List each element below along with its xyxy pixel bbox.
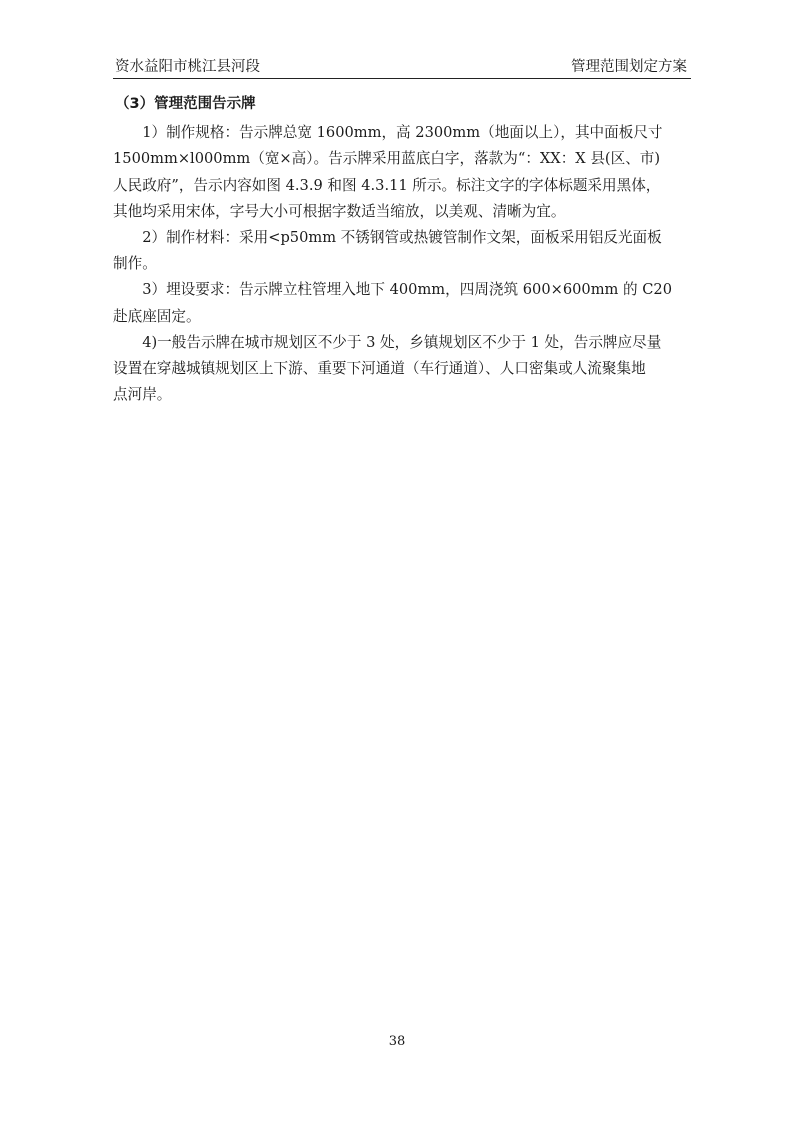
paragraph-line: 4)一般告示牌在城市规划区不少于 3 处，乡镇规划区不少于 1 处，告示牌应尽量 (142, 333, 662, 351)
paragraph-line: 人民政府”，告示内容如图 4.3.9 和图 4.3.11 所示。标注文字的字体标题采用黑体， (113, 176, 661, 194)
paragraph-line: 3）埋设要求：告示牌立柱管埋入地下 400mm，四周浇筑 600×600mm 的 C20 (142, 281, 672, 299)
paragraph-line: 点河岸。 (113, 386, 172, 404)
page-header (113, 52, 691, 79)
header-section-title: 管理范围划定方案 (571, 59, 687, 75)
paragraph-material (113, 225, 693, 277)
paragraph-line: 设置在穿越城镇规划区上下游、重要下河通道（车行通道）、人口密集或人流聚集地 (113, 360, 646, 378)
paragraph-installation (113, 277, 693, 329)
paragraph-line: 1500mm×l000mm（宽×高）。告示牌采用蓝底白字，落款为“：XX：X 县(区、市) (113, 150, 661, 168)
paragraph-placement (113, 330, 693, 409)
page-number: 38 (388, 1034, 406, 1049)
paragraph-line: 2）制作材料：采用<p50mm 不锈钢管或热镀管制作文架，面板采用铝反光面板 (142, 229, 662, 247)
header-document-title: 资水益阳市桃江县河段 (115, 59, 260, 75)
paragraph-specification (113, 120, 693, 225)
paragraph-line: 制作。 (113, 255, 157, 273)
paragraph-line: 赴底座固定。 (113, 307, 201, 325)
paragraph-line: 其他均采用宋体，字号大小可根据字数适当缩放，以美观、清晰为宜。 (113, 202, 566, 220)
page-content (113, 86, 693, 408)
paragraph-line: 1）制作规格：告示牌总宽 1600mm，高 2300mm（地面以上），其中面板尺寸 (142, 124, 663, 142)
section-heading: （3）管理范围告示牌 (115, 96, 256, 112)
